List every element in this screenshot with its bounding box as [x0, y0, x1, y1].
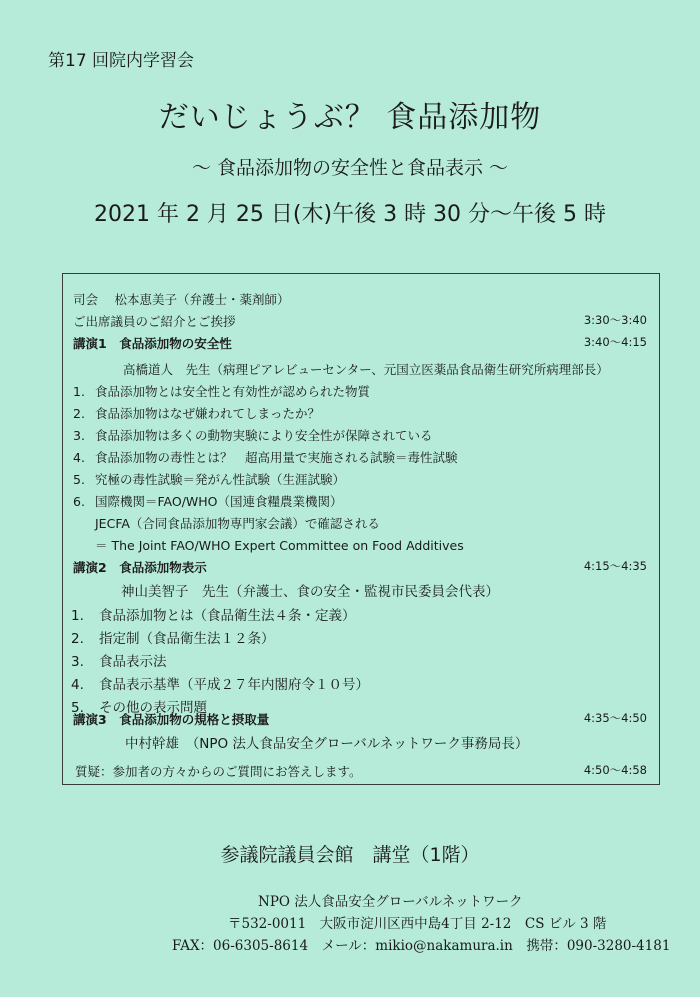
list-item: 3. 食品表示法 [71, 654, 167, 670]
list-item-text: 食品添加物の毒性とは？ 超高用量で実施される試験＝毒性試験 [95, 450, 458, 465]
qa-row [63, 760, 659, 782]
list-item: 1. 食品添加物とは（食品衛生法４条・定義） [71, 608, 356, 624]
list-item: 1. 食品添加物とは安全性と有効性が認められた物質 [73, 384, 371, 399]
lecture3-speaker-row [63, 730, 659, 752]
event-datetime: 2021 年 2 月 25 日(木)午後 3 時 30 分～午後 5 時 [93, 202, 607, 227]
session-label: 第17 回院内学習会 [48, 51, 195, 71]
list-item: 2. 食品添加物はなぜ嫌われてしまったか？ [73, 406, 321, 421]
lecture1-row [63, 332, 659, 354]
organizer-address: 〒532-0011 大阪市淀川区西中島4丁目 2-12 CS ビル 3 階 [228, 916, 607, 932]
moderator: 司会 松本恵美子（弁護士・薬剤師） [73, 292, 290, 307]
lecture1-speaker: 高橋道人 先生（病理ピアレビューセンター、元国立医薬品食品衛生研究所病理部長） [123, 362, 609, 377]
event-subtitle: ～ 食品添加物の安全性と食品表示 ～ [191, 157, 509, 179]
jecfa-english-line: ＝ The Joint FAO/WHO Expert Committee on Food Additives [95, 538, 464, 553]
organizer-name: NPO 法人食品安全グローバルネットワーク [258, 894, 523, 910]
list-item-text: 食品表示法 [99, 654, 167, 670]
list-item-text: 食品添加物はなぜ嫌われてしまったか？ [95, 406, 321, 421]
list-item: 5. その他の表示問題 [71, 700, 207, 716]
list-item: 4. 食品添加物の毒性とは？ 超高用量で実施される試験＝毒性試験 [73, 450, 458, 465]
list-item: 5. 究極の毒性試験＝発がん性試験（生涯試験） [73, 472, 346, 487]
list-item-text: その他の表示問題 [99, 700, 207, 716]
lecture3-time: 4:35～4:50 [583, 711, 647, 725]
intro-time: 3:30～3:40 [583, 313, 647, 327]
qa-label: 質疑：参加者の方々からのご質問にお答えします。 [75, 764, 362, 779]
lecture3-row [63, 708, 659, 730]
list-item: 4. 食品表示基準（平成２７年内閣府令１０号） [71, 677, 369, 693]
jecfa-line: JECFA（合同食品添加物専門家会議）で確認される [95, 516, 380, 531]
intro-label: ご出席議員のご紹介とご挨拶 [73, 314, 236, 329]
list-item-text: 食品表示基準（平成２７年内閣府令１０号） [99, 677, 369, 693]
lecture1-speaker-row [63, 358, 659, 380]
list-item-text: 食品添加物は多くの動物実験により安全性が保障されている [95, 428, 433, 443]
lecture2-speaker-row [63, 578, 659, 600]
list-item: 6. 国際機関＝FAO/WHO（国連食糧農業機関） [73, 494, 343, 509]
qa-time: 4:50～4:58 [583, 763, 647, 777]
list-item-continuation [63, 534, 659, 556]
lecture3-speaker: 中村幹雄 （NPO 法人食品安全グローバルネットワーク事務局長） [125, 736, 529, 752]
list-item-text: 究極の毒性試験＝発がん性試験（生涯試験） [95, 472, 346, 487]
list-item-continuation [63, 512, 659, 534]
lecture2-speaker: 神山美智子 先生（弁護士、食の安全・監視市民委員会代表） [121, 584, 499, 600]
lecture2-title: 講演2 食品添加物表示 [73, 560, 207, 575]
lecture1-time: 3:40～4:15 [583, 335, 647, 349]
event-title: だいじょうぶ？ 食品添加物 [158, 100, 542, 135]
intro-row [63, 310, 659, 332]
program-box [62, 273, 660, 785]
lecture2-time: 4:15～4:35 [583, 559, 647, 573]
list-item-text: 指定制（食品衛生法１２条） [99, 631, 275, 647]
lecture1-title: 講演1 食品添加物の安全性 [73, 336, 232, 351]
lecture3-title: 講演3 食品添加物の規格と摂取量 [73, 712, 270, 727]
list-item: 2. 指定制（食品衛生法１２条） [71, 631, 275, 647]
lecture2-row [63, 556, 659, 578]
moderator-row [63, 288, 659, 310]
venue: 参議院議員会館 講堂（1階） [220, 844, 480, 866]
list-item: 3. 食品添加物は多くの動物実験により安全性が保障されている [73, 428, 433, 443]
organizer-contact: FAX：06-6305-8614 メール：mikio@nakamura.in 携帯：090-3280-4181 [172, 938, 671, 954]
list-item-text: 国際機関＝FAO/WHO（国連食糧農業機関） [95, 494, 343, 509]
list-item-text: 食品添加物とは安全性と有効性が認められた物質 [95, 384, 371, 399]
list-item-text: 食品添加物とは（食品衛生法４条・定義） [99, 608, 356, 624]
